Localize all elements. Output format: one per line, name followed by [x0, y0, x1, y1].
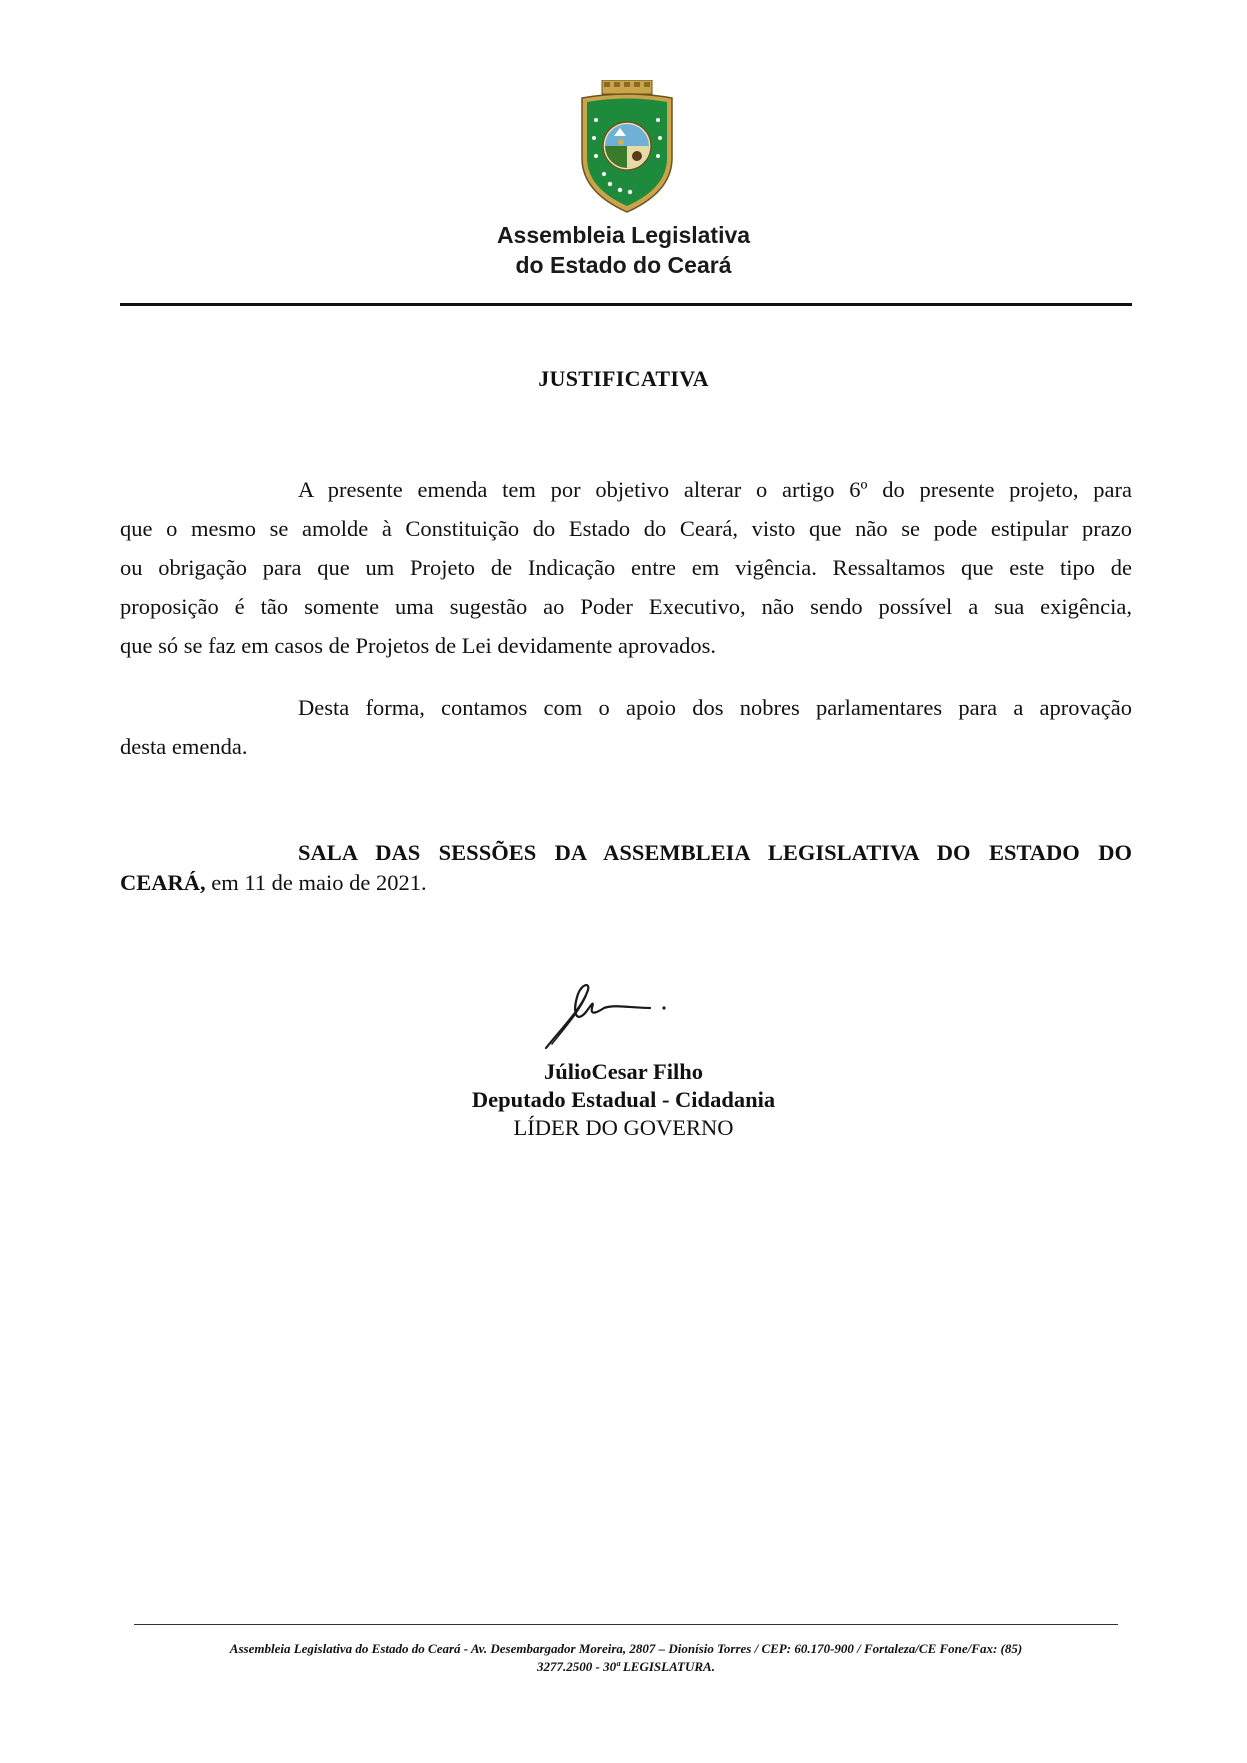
closing-date: em 11 de maio de 2021.: [205, 870, 427, 895]
footer-divider: [134, 1624, 1118, 1625]
signatory-name: JúlioCesar Filho: [544, 1059, 703, 1084]
justification-paragraph-2: [120, 688, 1132, 766]
paragraph-line: Desta forma, contamos com o apoio dos nobres parlamentares para a aprovação: [298, 695, 1132, 720]
state-coat-of-arms-icon: [574, 80, 680, 214]
institution-name-line1: Assembleia Legislativa: [496, 222, 751, 248]
justification-paragraph-1: [120, 470, 1132, 665]
header-divider: [120, 303, 1132, 306]
paragraph-line: que só se faz em casos de Projetos de Lei devidamente aprovados.: [120, 633, 717, 658]
closing-state-name: CEARÁ,: [120, 870, 206, 895]
paragraph-line: desta emenda.: [120, 734, 248, 759]
institution-name-line2: do Estado do Ceará: [515, 252, 732, 278]
paragraph-line: que o mesmo se amolde à Constituição do Estado do Ceará, visto que não se pode estipular prazo: [120, 516, 1132, 541]
footer-address: [120, 1640, 1132, 1676]
footer-line-2: 3277.2500 - 30ª LEGISLATURA.: [537, 1659, 715, 1674]
paragraph-line: ou obrigação para que um Projeto de Indicação entre em vigência. Ressaltamos que este tipo de: [120, 555, 1132, 580]
document-title: JUSTIFICATIVA: [538, 366, 709, 391]
handwritten-signature: [542, 978, 668, 1052]
closing-line-2: [120, 868, 1132, 898]
signatory-title: LÍDER DO GOVERNO: [513, 1115, 734, 1140]
closing-line-1: SALA DAS SESSÕES DA ASSEMBLEIA LEGISLATIVA DO ESTADO DO: [298, 840, 1132, 865]
signatory-role: Deputado Estadual - Cidadania: [471, 1087, 776, 1112]
footer-line-1: Assembleia Legislativa do Estado do Ceará - Av. Desembargador Moreira, 2807 – Dionísio Torres / CEP: 60.170-900 / Fortaleza/CE Fone/Fax: (85): [229, 1641, 1023, 1656]
paragraph-line: proposição é tão somente uma sugestão ao Poder Executivo, não sendo possível a sua exigência,: [120, 594, 1132, 619]
paragraph-line: A presente emenda tem por objetivo alterar o artigo 6º do presente projeto, para: [298, 477, 1132, 502]
closing-statement: [120, 838, 1132, 898]
